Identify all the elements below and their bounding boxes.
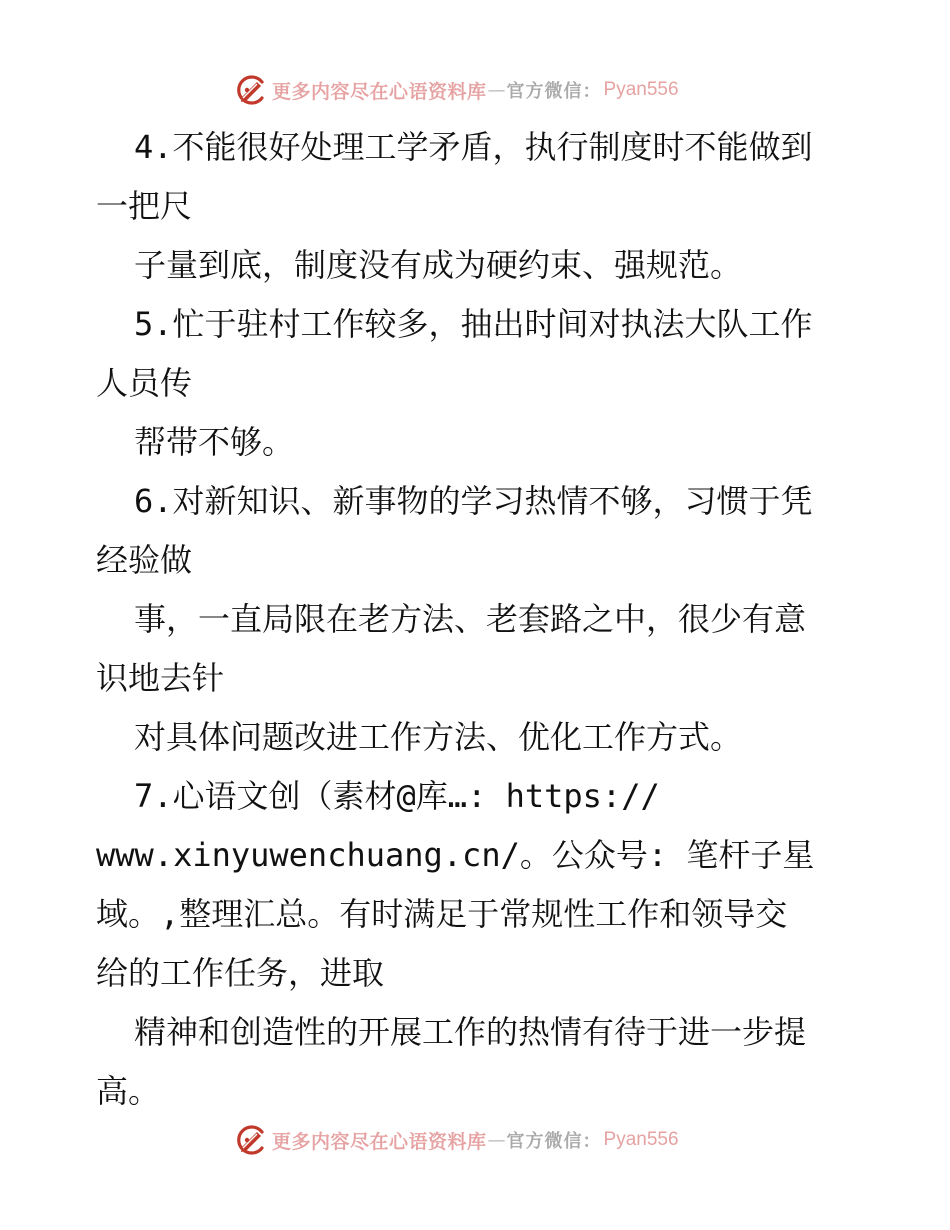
- text-line: 6.对新知识、新事物的学习热情不够，习惯于凭: [134, 482, 813, 520]
- text-line: 一把尺: [96, 187, 193, 225]
- text-line: 5.忙于驻村工作较多，抽出时间对执法大队工作: [134, 305, 813, 343]
- wechat-label: 官方微信：: [506, 81, 602, 102]
- banner-dash: —: [487, 79, 506, 101]
- banner-dash: —: [487, 1129, 506, 1151]
- site-name-text: 更多内容尽在心语资料库: [272, 80, 487, 103]
- text-line: 精神和创造性的开展工作的热情有待于进一步提: [134, 1013, 807, 1051]
- pen-logo-icon: [234, 73, 268, 107]
- text-line: 给的工作任务，进取: [96, 954, 385, 992]
- pen-logo-icon: [234, 1123, 268, 1157]
- text-line: 域。,整理汇总。有时满足于常规性工作和领导交: [96, 895, 788, 933]
- text-line: 对具体问题改进工作方法、优化工作方式。: [134, 718, 743, 756]
- site-name-text: 更多内容尽在心语资料库: [272, 1130, 487, 1153]
- wechat-id: Pyan556: [603, 1129, 679, 1150]
- text-line: 高。: [96, 1072, 161, 1110]
- text-line: 事，一直局限在老方法、老套路之中，很少有意: [134, 600, 807, 638]
- text-line: 子量到底，制度没有成为硬约束、强规范。: [134, 246, 743, 284]
- text-line: 帮带不够。: [134, 423, 295, 461]
- document-body: [96, 118, 856, 1121]
- text-line: 4.不能很好处理工学矛盾，执行制度时不能做到: [134, 128, 813, 166]
- header-watermark-banner: [234, 72, 679, 108]
- text-line: 人员传: [96, 364, 193, 402]
- text-line: 识地去针: [96, 659, 225, 697]
- footer-watermark-banner: [234, 1122, 679, 1158]
- text-line: www.xinyuwenchuang.cn/。公众号: 笔杆子星: [96, 836, 815, 874]
- wechat-label: 官方微信：: [506, 1131, 602, 1152]
- text-line: 经验做: [96, 541, 193, 579]
- wechat-id: Pyan556: [603, 79, 679, 100]
- text-line: 7.心语文创（素材@库…: https://: [134, 777, 660, 815]
